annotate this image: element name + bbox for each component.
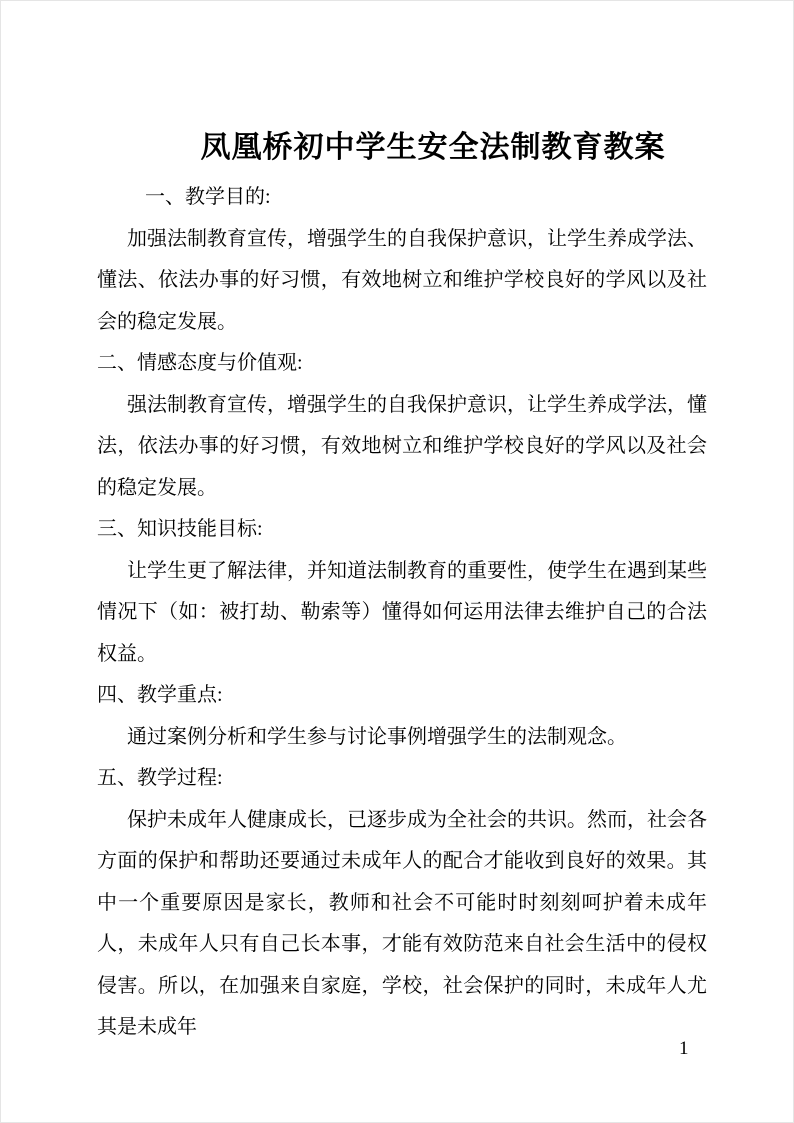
section-heading-1: 一、教学目的: xyxy=(145,186,271,208)
section-paragraph-5: 保护未成年人健康成长，已逐步成为全社会的共识。然而，社会各方面的保护和帮助还要通过未成年人的配合才能收到良好的效果。其中一个重要原因是家长，教师和社会不可能时时刻刻呵护着未成年人，未成年人只有自己长本事，才能有效防范来自社会生活中的侵权侵害。所以，在加强来自家庭，学校，社会保护的同时，未成年人尤其是未成年 xyxy=(97,808,707,1038)
section-heading-2: 二、情感态度与价值观: xyxy=(97,352,303,374)
document-body xyxy=(97,177,707,1049)
document-content xyxy=(97,127,707,1049)
section-paragraph-4: 通过案例分析和学生参与讨论事例增强学生的法制观念。 xyxy=(127,725,627,748)
section-heading-5: 五、教学过程: xyxy=(97,767,223,789)
section-paragraph-2: 强法制教育宣传，增强学生的自我保护意识，让学生养成学法，懂法，依法办事的好习惯，有效地树立和维护学校良好的学风以及社会的稳定发展。 xyxy=(97,393,707,499)
section-paragraph-1: 加强法制教育宣传，增强学生的自我保护意识，让学生养成学法、懂法、依法办事的好习惯，有效地树立和维护学校良好的学风以及社会的稳定发展。 xyxy=(97,227,707,333)
document-title: 凤凰桥初中学生安全法制教育教案 xyxy=(200,131,666,164)
section-paragraph-3: 让学生更了解法律，并知道法制教育的重要性，使学生在遇到某些情况下（如：被打劫、勒索等）懂得如何运用法律去维护自己的合法权益。 xyxy=(97,559,707,665)
section-heading-3: 三、知识技能目标: xyxy=(97,518,263,540)
section-heading-4: 四、教学重点: xyxy=(97,684,223,706)
page-number: 1 xyxy=(679,1038,689,1059)
